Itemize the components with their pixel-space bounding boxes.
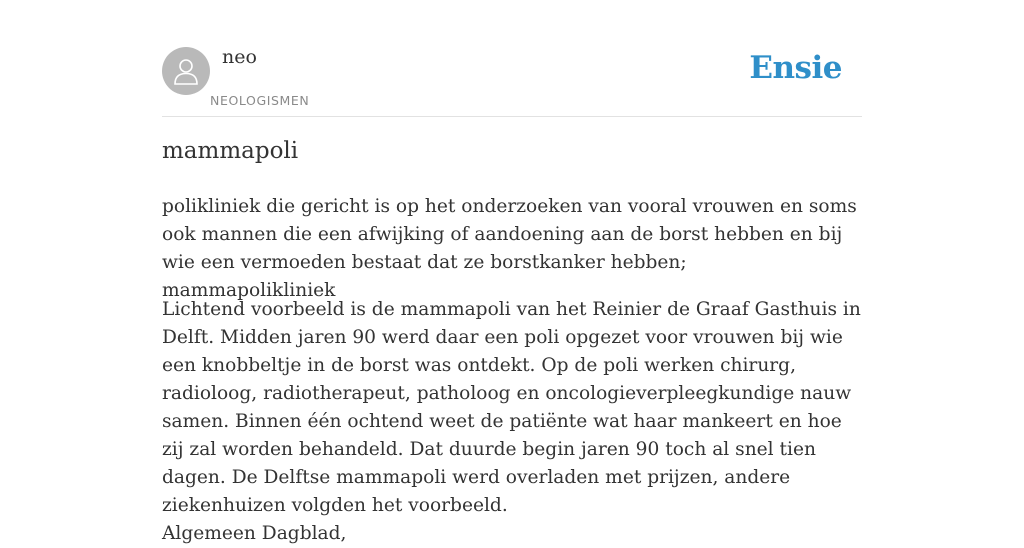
author-avatar[interactable] — [162, 47, 210, 95]
entry-title: mammapoli — [162, 138, 299, 164]
example-text: Lichtend voorbeeld is de mammapoli van het Reinier de Graaf Gasthuis in Delft. Midden jaren 90 werd daar een poli opgezet voor vrouwen bij wie een knobbeltje in de borst was ontdekt. Op de poli werken chirurg, radioloog, radiotherapeut, patholoog en oncologieverpleegkundige nauw samen. Binnen één ochtend weet de patiënte wat haar mankeert en hoe zij zal worden behandeld. Dat duurde begin jaren 90 toch al snel tien dagen. De Delftse mammapoli werd overladen met prijzen, andere ziekenhuizen volgden het voorbeeld. — [162, 299, 861, 516]
author-name-link[interactable]: neo — [222, 46, 257, 68]
user-silhouette-icon — [171, 56, 201, 86]
definition-card — [162, 0, 862, 544]
example-source: Algemeen Dagblad, — [162, 523, 347, 544]
category-link[interactable]: NEOLOGISMEN — [210, 93, 310, 108]
ensie-logo[interactable]: Ensie — [749, 50, 842, 86]
entry-example — [162, 296, 862, 548]
entry-definition: polikliniek die gericht is op het onderzoeken van vooral vrouwen en soms ook mannen die een afwijking of aandoening aan de borst hebben en bij wie een vermoeden bestaat dat ze borstkanker hebben; mammapolikliniek — [162, 196, 857, 301]
card-header — [162, 0, 862, 117]
